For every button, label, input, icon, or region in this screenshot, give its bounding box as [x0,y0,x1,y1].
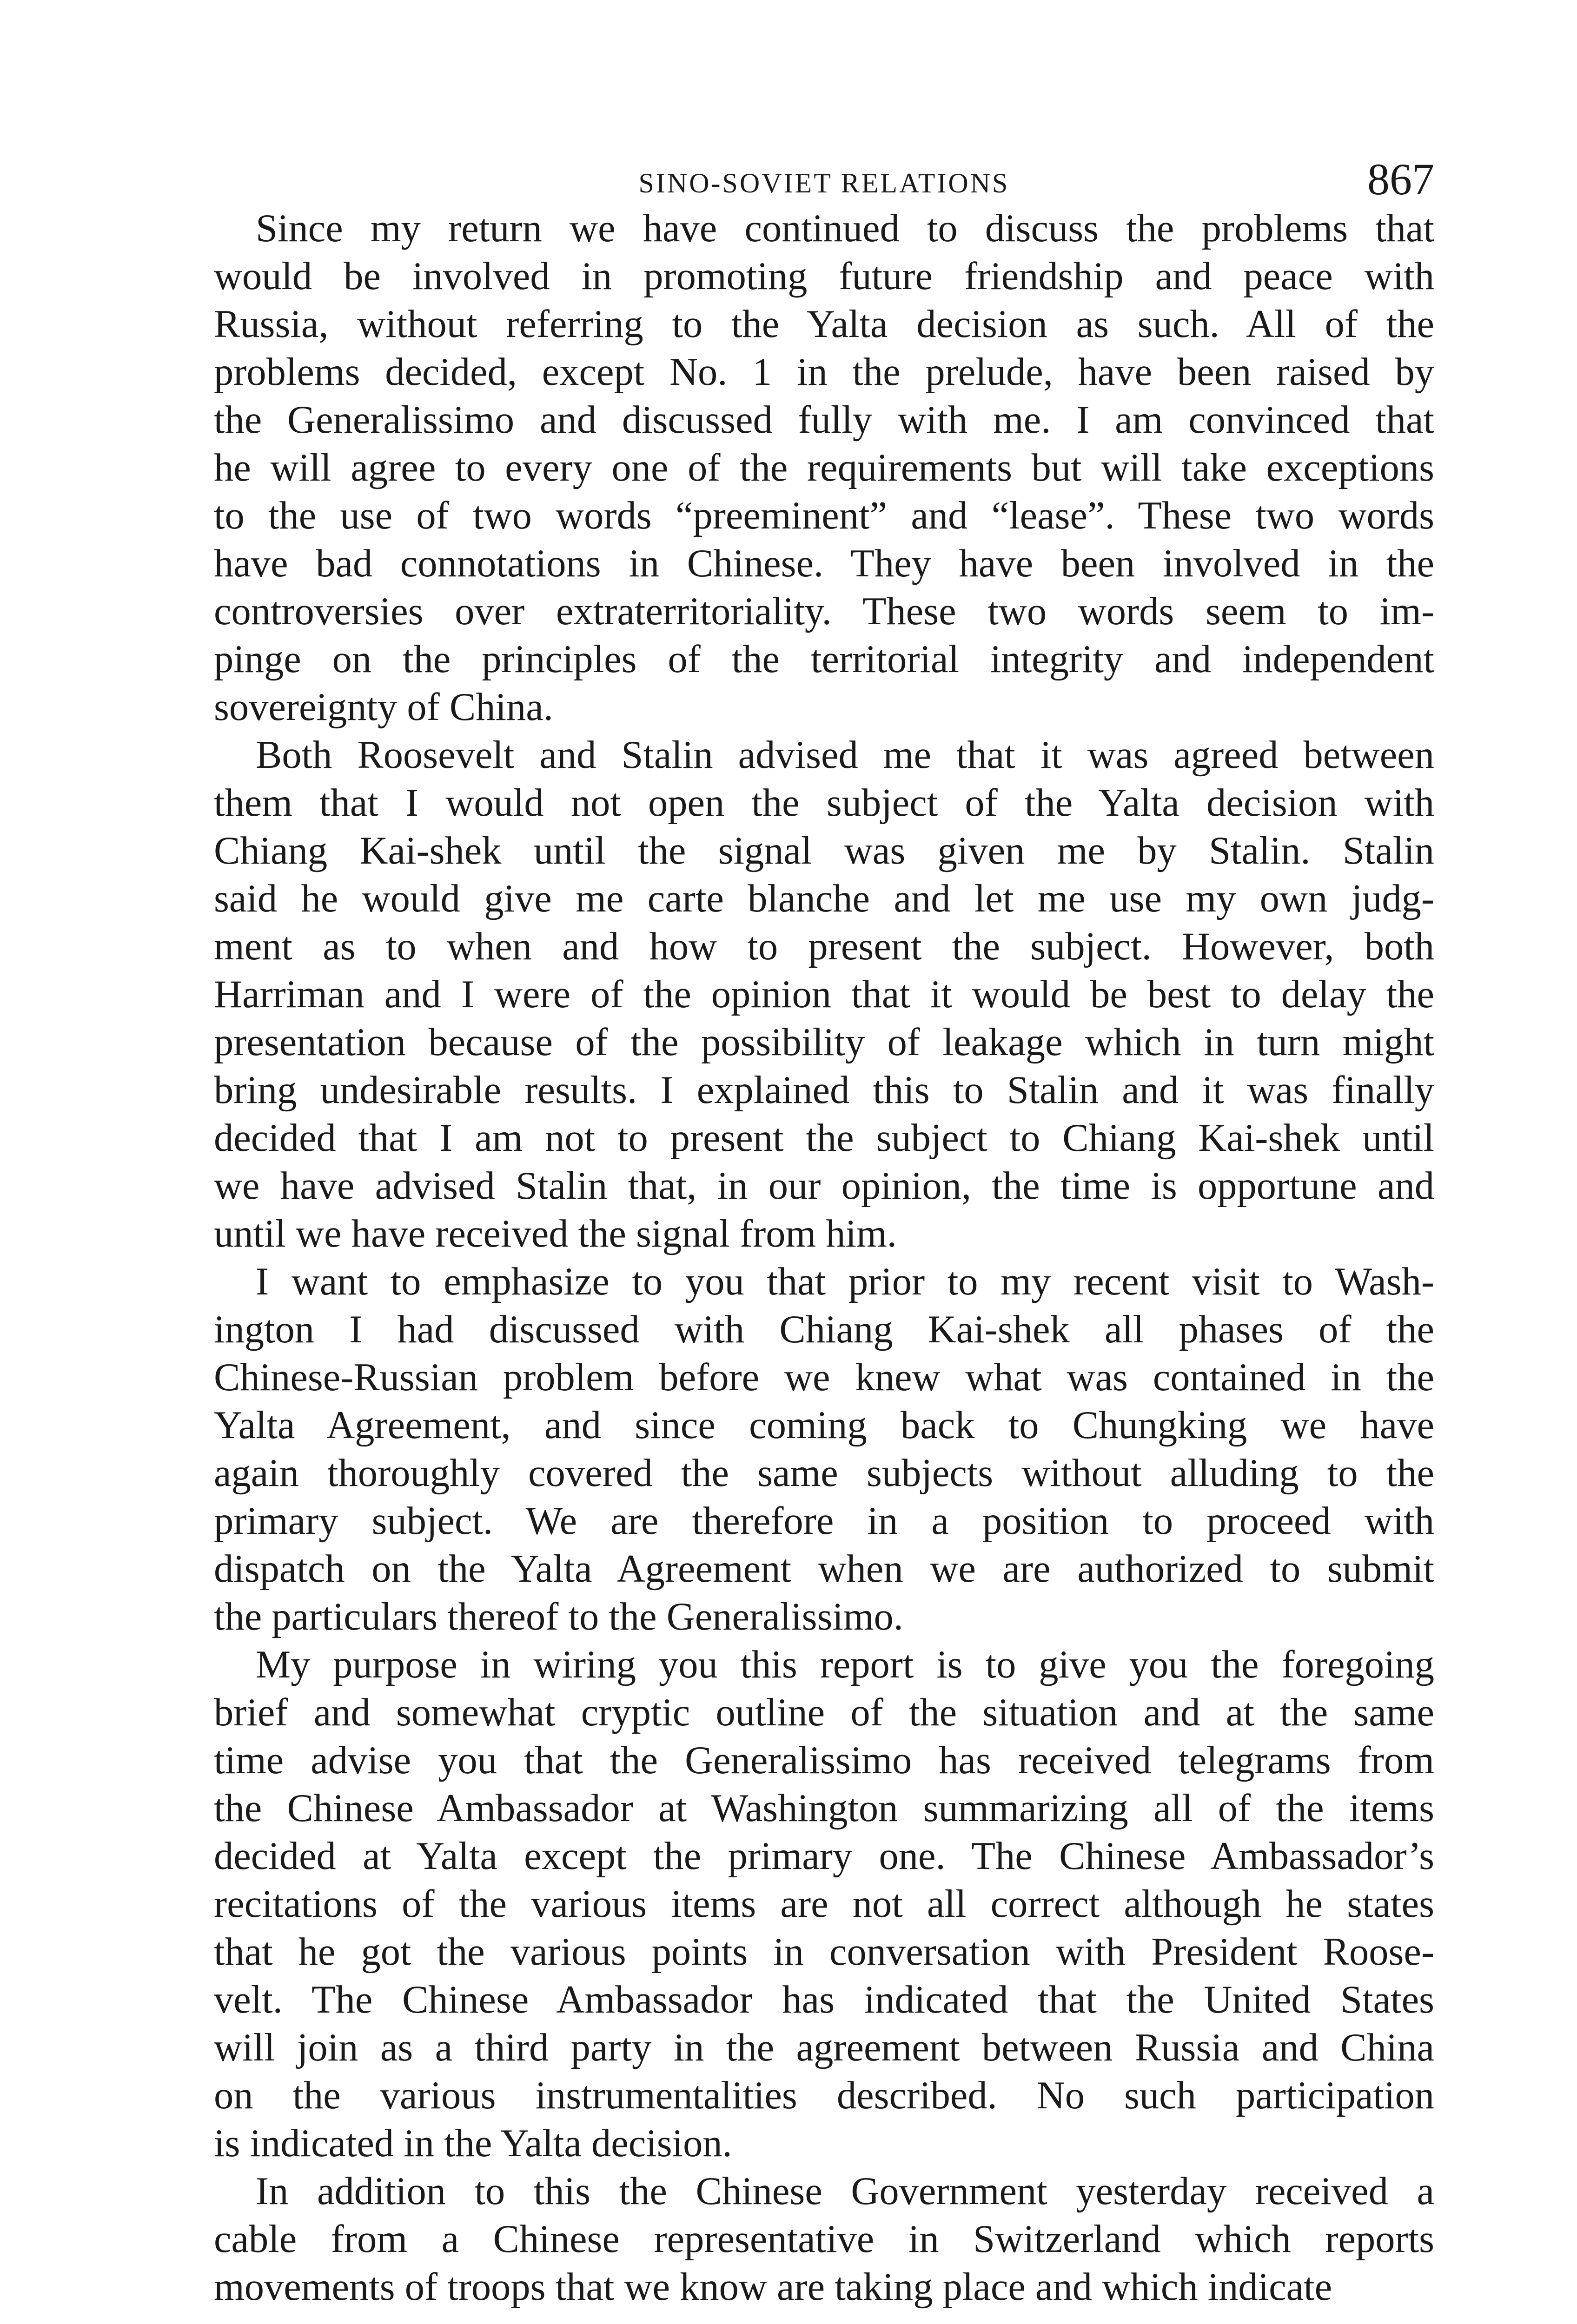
paragraph [214,2167,1434,2311]
text-line: problems decided, except No. 1 in the prelude, have been raised by [214,350,1434,394]
text-line: decided at Yalta except the primary one. The Chinese Ambassador’s [214,1835,1434,1878]
text-line: them that I would not open the subject of the Yalta decision with [214,781,1434,825]
text-line: we have advised Stalin that, in our opinion, the time is opportune and [214,1164,1434,1208]
text-line: the Chinese Ambassador at Washington summarizing all of the items [214,1787,1434,1830]
text-line: until we have received the signal from him. [214,1212,897,1255]
text-line: is indicated in the Yalta decision. [214,2122,732,2165]
text-line: he will agree to every one of the requirements but will take exceptions [214,446,1434,489]
text-line: cable from a Chinese representative in Switzerland which reports [214,2218,1434,2261]
body-text [214,205,1434,2311]
text-line: My purpose in wiring you this report is to give you the foregoing [256,1643,1434,1686]
text-line: will join as a third party in the agreement between Russia and China [214,2026,1434,2069]
running-title: SINO-SOVIET RELATIONS [638,168,1010,198]
text-line: the Generalissimo and discussed fully with me. I am convinced that [214,398,1434,442]
text-line: the particulars thereof to the Generalissimo. [214,1595,903,1638]
text-line: recitations of the various items are not all correct although he states [214,1882,1434,1926]
text-line: would be involved in promoting future friendship and peace with [214,255,1434,298]
text-line: In addition to this the Chinese Government yesterday received a [256,2170,1434,2213]
paragraph [214,1641,1434,2167]
text-line: to the use of two words “preeminent” and “lease”. These two words [214,494,1434,537]
text-line: again thoroughly covered the same subjects without alluding to the [214,1452,1434,1495]
text-line: controversies over extraterritoriality. These two words seem to im- [214,590,1434,633]
text-line: Russia, without referring to the Yalta decision as such. All of the [214,303,1434,346]
text-line: brief and somewhat cryptic outline of the situation and at the same [214,1691,1434,1734]
document-page [214,153,1434,2311]
text-line: Yalta Agreement, and since coming back to Chungking we have [214,1404,1434,1447]
text-line: Harriman and I were of the opinion that it would be best to delay the [214,973,1434,1016]
running-head [214,153,1434,205]
text-line: that he got the various points in conversation with President Roose- [214,1930,1434,1974]
text-line: Chiang Kai-shek until the signal was given me by Stalin. Stalin [214,829,1434,872]
text-line: decided that I am not to present the subject to Chiang Kai-shek until [214,1116,1434,1160]
page-number: 867 [1367,154,1434,204]
text-line: Since my return we have continued to discuss the problems that [256,207,1434,250]
text-line: dispatch on the Yalta Agreement when we are authorized to submit [214,1547,1434,1591]
paragraph [214,731,1434,1258]
text-line: pinge on the principles of the territorial integrity and independent [214,638,1434,681]
text-line: presentation because of the possibility of leakage which in turn might [214,1021,1434,1064]
text-line: sovereignty of China. [214,686,553,729]
text-line: on the various instrumentalities described. No such participation [214,2074,1434,2117]
text-line: said he would give me carte blanche and let me use my own judg- [214,877,1434,920]
text-line: bring undesirable results. I explained this to Stalin and it was finally [214,1069,1434,1112]
text-line: primary subject. We are therefore in a position to proceed with [214,1499,1434,1543]
text-line: time advise you that the Generalissimo has received telegrams from [214,1739,1434,1782]
text-line: velt. The Chinese Ambassador has indicated that the United States [214,1978,1434,2021]
text-line: have bad connotations in Chinese. They have been involved in the [214,542,1434,585]
text-line: I want to emphasize to you that prior to my recent visit to Wash- [256,1260,1434,1303]
paragraph [214,1258,1434,1641]
text-line: Chinese-Russian problem before we knew what was contained in the [214,1356,1434,1399]
text-line: Both Roosevelt and Stalin advised me that it was agreed between [256,733,1434,777]
text-line: ment as to when and how to present the subject. However, both [214,925,1434,968]
text-line: movements of troops that we know are taking place and which indicate [214,2265,1332,2309]
text-line: ington I had discussed with Chiang Kai-shek all phases of the [214,1308,1434,1351]
paragraph [214,205,1434,731]
